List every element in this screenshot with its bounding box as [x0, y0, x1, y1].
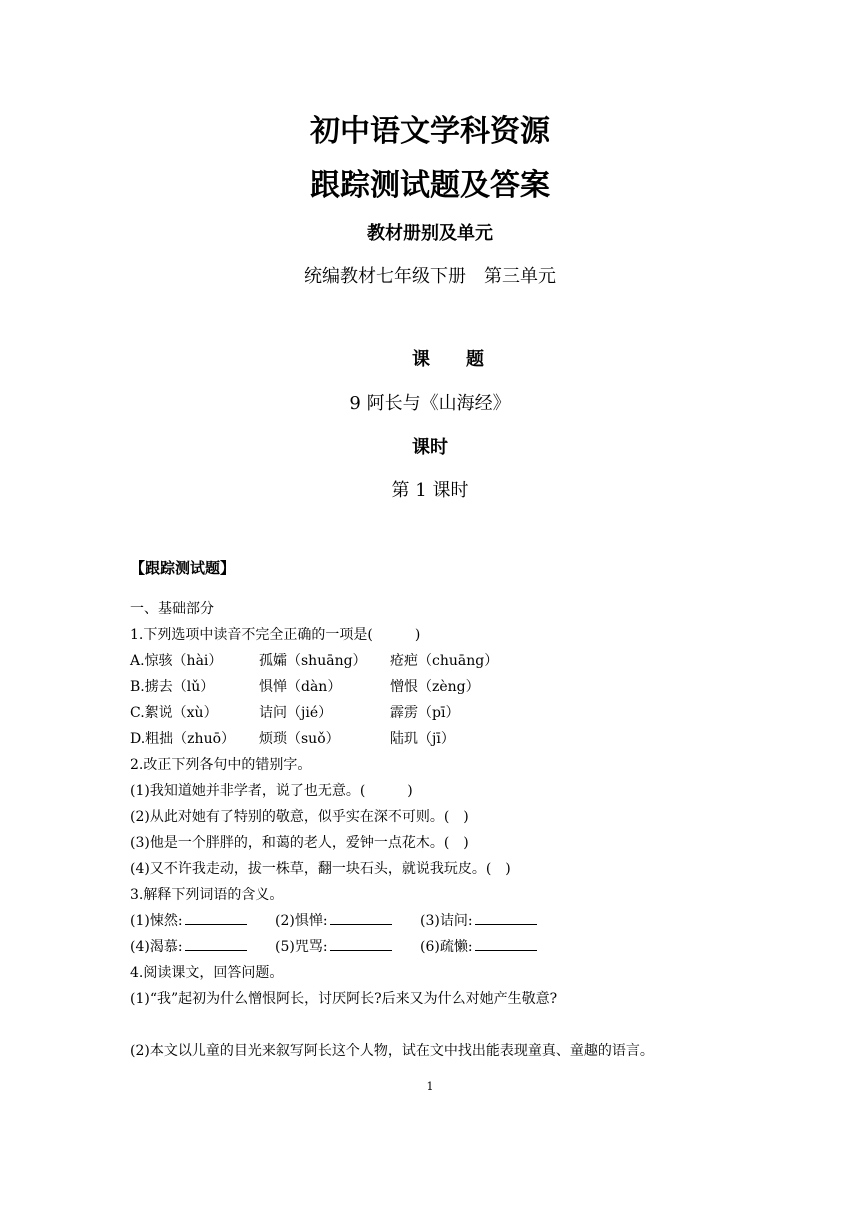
q3-term: (5)咒骂: — [275, 936, 420, 956]
title-line-1: 初中语文学科资源 — [310, 114, 550, 149]
answer-blank[interactable] — [185, 912, 247, 925]
q1-a-item: 疮疤（chuāng） — [390, 653, 499, 669]
q1-d-item: 陆玑（jī） — [390, 731, 455, 747]
q3-row-2 — [130, 936, 537, 956]
q1-d-item: 烦琐（suǒ） — [259, 731, 340, 747]
lesson-heading: 课题 — [412, 349, 520, 370]
q2-stem: 2.改正下列各句中的错别字。 — [130, 757, 312, 773]
lesson-value: 9 阿长与《山海经》 — [349, 393, 511, 414]
q1-option-d — [130, 728, 455, 748]
answer-blank[interactable] — [330, 912, 392, 925]
q1-option-a — [130, 650, 498, 670]
q1-b-item: B.掳去（lǔ） — [130, 679, 215, 695]
page-number: 1 — [426, 1080, 434, 1093]
period-heading: 课时 — [412, 437, 448, 458]
q1-option-c — [130, 702, 459, 722]
q2-item: (4)又不许我走动，拔一株草，翻一块石头，就说我玩皮。( ) — [130, 861, 511, 877]
q3-term: (2)惧惮: — [275, 910, 420, 930]
q1-c-item: 诘问（jié） — [259, 705, 333, 721]
q1-c-item: C.絮说（xù） — [130, 705, 218, 721]
q1-option-b — [130, 676, 480, 696]
q2-item: (1)我知道她并非学者，说了也无意。( ) — [130, 783, 413, 799]
q3-term: (6)疏懒: — [420, 936, 537, 956]
q2-item: (2)从此对她有了特别的敬意，似乎实在深不可则。( ) — [130, 809, 469, 825]
section-title: 【跟踪测试题】 — [130, 559, 236, 577]
period-value: 第 1 课时 — [391, 480, 469, 501]
q2-item: (3)他是一个胖胖的，和蔼的老人，爱钟一点花木。( ) — [130, 835, 469, 851]
q1-c-item: 霹雳（pī） — [390, 705, 460, 721]
q1-b-item: 惧惮（dàn） — [259, 679, 342, 695]
q1-b-item: 憎恨（zèng） — [390, 679, 480, 695]
title-line-2: 跟踪测试题及答案 — [310, 168, 550, 203]
textbook-value: 统编教材七年级下册 第三单元 — [304, 266, 556, 287]
q3-term: (1)悚然: — [130, 910, 275, 930]
q3-term: (4)渴慕: — [130, 936, 275, 956]
q3-row-1 — [130, 910, 537, 930]
q4-item: (1)“我”起初为什么憎恨阿长，讨厌阿长?后来又为什么对她产生敬意? — [130, 991, 558, 1007]
part1-title: 一、基础部分 — [130, 601, 214, 617]
answer-blank[interactable] — [185, 938, 247, 951]
answer-blank[interactable] — [475, 912, 537, 925]
q1-a-item: A.惊骇（hài） — [130, 653, 223, 669]
textbook-heading: 教材册别及单元 — [367, 223, 493, 244]
q3-term: (3)诘问: — [420, 910, 537, 930]
q1-a-item: 孤孀（shuāng） — [259, 653, 367, 669]
q4-item: (2)本文以儿童的目光来叙写阿长这个人物，试在文中找出能表现童真、童趣的语言。 — [130, 1043, 654, 1059]
q1-stem: 1.下列选项中读音不完全正确的一项是( ) — [130, 627, 421, 643]
q1-d-item: D.粗拙（zhuō） — [130, 731, 236, 747]
answer-blank[interactable] — [330, 938, 392, 951]
answer-blank[interactable] — [475, 938, 537, 951]
q4-stem: 4.阅读课文，回答问题。 — [130, 965, 284, 981]
q3-stem: 3.解释下列词语的含义。 — [130, 887, 284, 903]
